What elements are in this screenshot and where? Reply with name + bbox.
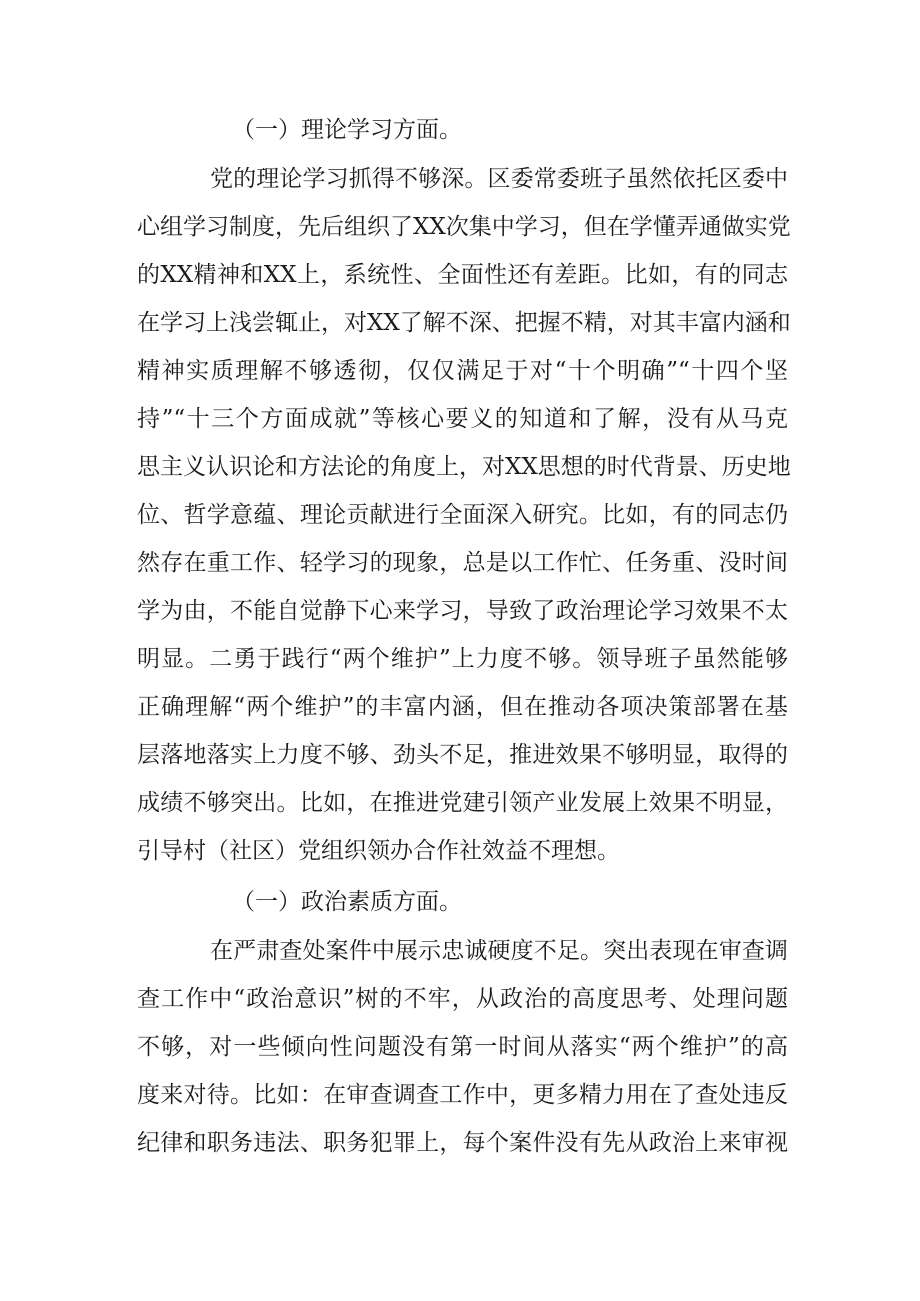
paragraph-line: 在严肃查处案件中展示忠诚硬度不足。突出表现在审查调	[210, 938, 788, 964]
section-heading-theory-study: （一）理论学习方面。	[232, 117, 462, 143]
paragraph-line: 然存在重工作、轻学习的现象，总是以工作忙、任务重、没时间	[137, 550, 788, 576]
paragraph-line: 的XX精神和XX上，系统性、全面性还有差距。比如，有的同志	[137, 262, 788, 288]
paragraph-line: 在学习上浅尝辄止，对XX了解不深、把握不精，对其丰富内涵和	[137, 310, 791, 336]
paragraph-line: 心组学习制度，先后组织了XX次集中学习，但在学懂弄通做实党	[137, 214, 791, 240]
paragraph-line: 明显。二勇于践行“两个维护”上力度不够。领导班子虽然能够	[137, 646, 788, 672]
paragraph-line: 查工作中“政治意识”树的不牢，从政治的高度思考、处理问题	[137, 986, 788, 1012]
paragraph-line: 精神实质理解不够透彻，仅仅满足于对“十个明确”“十四个坚	[137, 358, 788, 384]
paragraph-line: 持”“十三个方面成就”等核心要义的知道和了解，没有从马克	[137, 406, 788, 432]
paragraph-line: 学为由，不能自觉静下心来学习，导致了政治理论学习效果不太	[137, 598, 788, 624]
paragraph-line: 层落地落实上力度不够、劲头不足，推进效果不够明显，取得的	[137, 742, 788, 768]
paragraph-line: 正确理解“两个维护”的丰富内涵，但在推动各项决策部署在基	[137, 694, 788, 720]
paragraph-line: 度来对待。比如：在审查调查工作中，更多精力用在了查处违反	[137, 1082, 788, 1108]
paragraph-line: 成绩不够突出。比如，在推进党建引领产业发展上效果不明显，	[137, 790, 788, 816]
section-heading-political-quality: （一）政治素质方面。	[232, 889, 462, 915]
paragraph-line: 位、哲学意蕴、理论贡献进行全面深入研究。比如，有的同志仍	[137, 502, 788, 528]
paragraph-line: 思主义认识论和方法论的角度上，对XX思想的时代背景、历史地	[137, 454, 791, 480]
paragraph-line: 不够，对一些倾向性问题没有第一时间从落实“两个维护”的高	[137, 1034, 788, 1060]
paragraph-line: 党的理论学习抓得不够深。区委常委班子虽然依托区委中	[210, 166, 788, 192]
paragraph-line: 纪律和职务违法、职务犯罪上，每个案件没有先从政治上来审视	[137, 1130, 788, 1156]
paragraph-line: 引导村（社区）党组织领办合作社效益不理想。	[137, 838, 620, 864]
